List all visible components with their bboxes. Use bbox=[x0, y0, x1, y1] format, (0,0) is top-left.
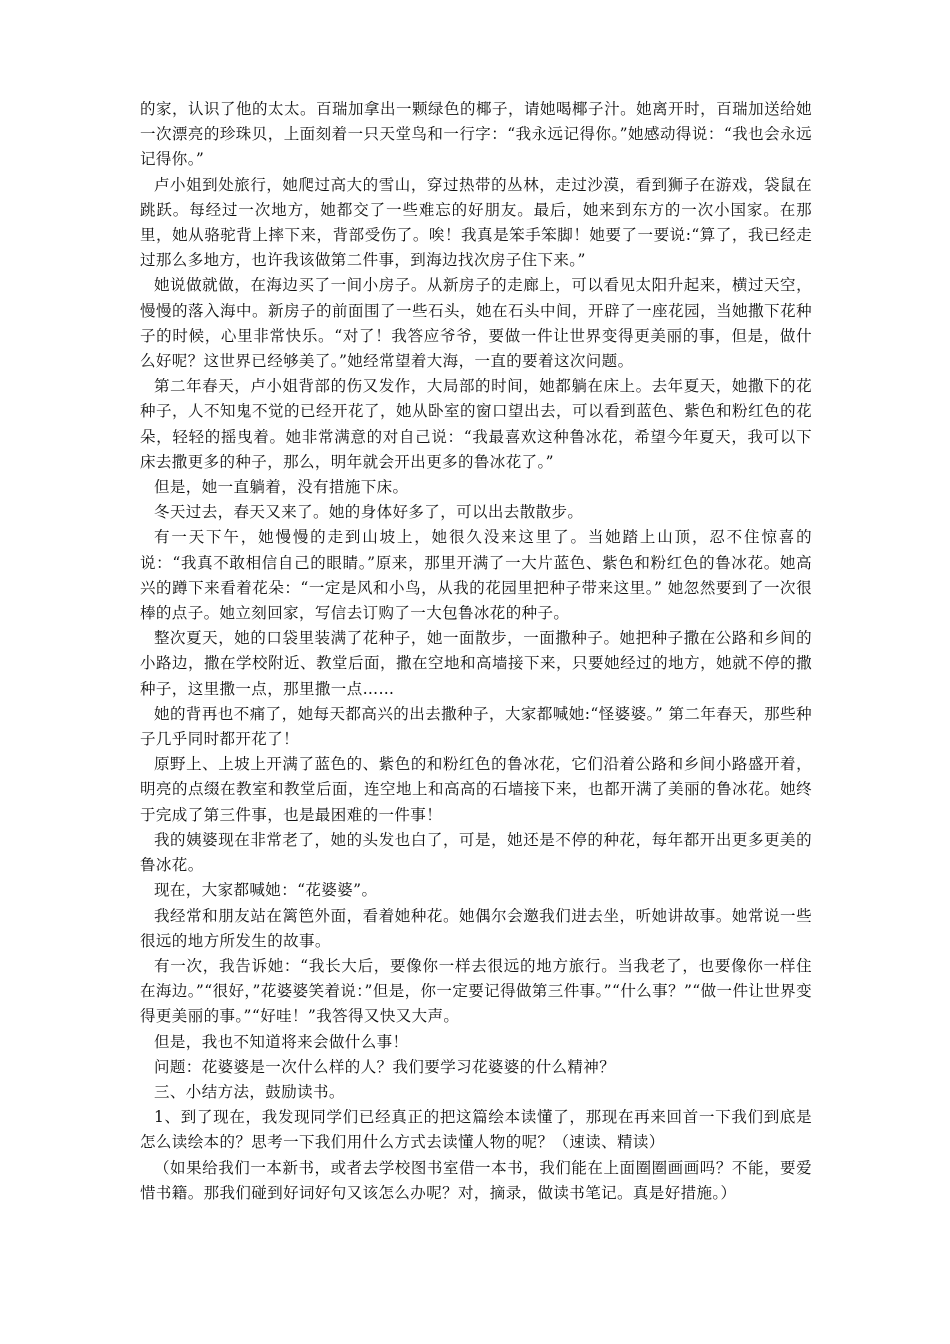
paragraph-8: 整次夏天，她的口袋里装满了花种子，她一面散步，一面撒种子。她把种子撒在公路和乡间的小路边，撒在学校附近、教堂后面，撒在空地和高墙接下来，只要她经过的地方，她就不停的撒种子，这里撒一点，那里撒一点…… bbox=[140, 629, 812, 698]
summary-item-1: 1、到了现在，我发现同学们已经真正的把这篇绘本读懂了，那现在再来回首一下我们到底是怎么读绘本的？思考一下我们用什么方式去读懂人物的呢？（速读、精读） bbox=[140, 1108, 812, 1152]
paragraph-15: 但是，我也不知道将来会做什么事！ bbox=[154, 1032, 409, 1051]
paragraph-5: 但是，她一直躺着，没有措施下床。 bbox=[154, 478, 409, 497]
question-paragraph: 问题：花婆婆是一次什么样的人？我们要学习花婆婆的什么精神？ bbox=[154, 1057, 616, 1076]
paragraph-9: 她的背再也不痛了，她每天都高兴的出去撒种子，大家都喊她:“怪婆婆。” 第二年春天，那些种子几乎同时都开花了！ bbox=[140, 704, 812, 749]
paragraph-10: 原野上、上坡上开满了蓝色的、紫色的和粉红色的鲁冰花，它们沿着公路和乡间小路盛开着，明亮的点缀在教室和教堂后面，连空地上和高高的石墙接下来，也都开满了美丽的鲁冰花。她终于完成了第三件事，也是最困难的一件事！ bbox=[140, 755, 812, 824]
paragraph-2: 卢小姐到处旅行，她爬过高大的雪山，穿过热带的丛林，走过沙漠，看到狮子在游戏，袋鼠在跳跃。每经过一次地方，她都交了一些难忘的好朋友。最后，她来到东方的一次小国家。在那里，她从骆驼背上摔下来，背部受伤了。唉！我真是笨手笨脚！她要了一要说:“算了，我已经走过那么多地方，也许我该做第二件事，到海边找次房子住下来。” bbox=[140, 175, 812, 270]
paragraph-13: 我经常和朋友站在篱笆外面，看着她种花。她偶尔会邀我们进去坐，听她讲故事。她常说一些很远的地方所发生的故事。 bbox=[140, 906, 812, 950]
paragraph-14: 有一次，我告诉她：“我长大后，要像你一样去很远的地方旅行。当我老了，也要像你一样住在海边。”“很好，”花婆婆笑着说：”但是，你一定要记得做第三件事。”“什么事？”“做一件让世界变得更美丽的事。”“好哇！”我答得又快又大声。 bbox=[140, 956, 812, 1026]
section-heading: 三、小结方法，鼓励读书。 bbox=[154, 1082, 345, 1101]
paragraph-11: 我的姨婆现在非常老了，她的头发也白了，可是，她还是不停的种花，每年都开出更多更美的鲁冰花。 bbox=[140, 830, 812, 875]
paragraph-12: 现在，大家都喊她：“花婆婆”。 bbox=[154, 881, 378, 900]
paragraph-4: 第二年春天，卢小姐背部的伤又发作，大局部的时间，她都躺在床上。去年夏天，她撒下的花种子，人不知鬼不觉的已经开花了，她从卧室的窗口望出去，可以看到蓝色、紫色和粉红色的花朵，轻轻的摇曳着。她非常满意的对自己说：“我最喜欢这种鲁冰花，希望今年夏天，我可以下床去撒更多的种子，那么，明年就会开出更多的鲁冰花了。” bbox=[140, 377, 812, 471]
paragraph-6: 冬天过去，春天又来了。她的身体好多了，可以出去散散步。 bbox=[154, 503, 584, 522]
paragraph-1: 的家，认识了他的太太。百瑞加拿出一颗绿色的椰子，请她喝椰子汁。她离开时，百瑞加送给她一次漂亮的珍珠贝，上面刻着一只天堂鸟和一行字：“我永远记得你。”她感动得说：“我也会永远记得你。” bbox=[140, 100, 812, 169]
summary-note: （如果给我们一本新书，或者去学校图书室借一本书，我们能在上面圈圈画画吗？不能，要爱惜书籍。那我们碰到好词好句又该怎么办呢？对，摘录，做读书笔记。真是好措施。） bbox=[140, 1158, 812, 1202]
document-body bbox=[140, 97, 812, 1206]
paragraph-7: 有一天下午，她慢慢的走到山坡上，她很久没来这里了。当她踏上山顶，忍不住惊喜的说：“我真不敢相信自己的眼睛。”原来，那里开满了一大片蓝色、紫色和粉红色的鲁冰花。她高兴的蹲下来看着花朵：“一定是风和小鸟，从我的花园里把种子带来这里。” 她忽然要到了一次很棒的点子。她立刻回家，写信去订购了一大包鲁冰花的种子。 bbox=[140, 528, 812, 623]
paragraph-3: 她说做就做，在海边买了一间小房子。从新房子的走廊上，可以看见太阳升起来，横过天空，慢慢的落入海中。新房子的前面围了一些石头，她在石头中间，开辟了一座花园，当她撒下花种子的时候，心里非常快乐。“对了！我答应爷爷，要做一件让世界变得更美丽的事，但是，做什么好呢？这世界已经够美了。”她经常望着大海，一直的要着这次问题。 bbox=[140, 276, 812, 371]
